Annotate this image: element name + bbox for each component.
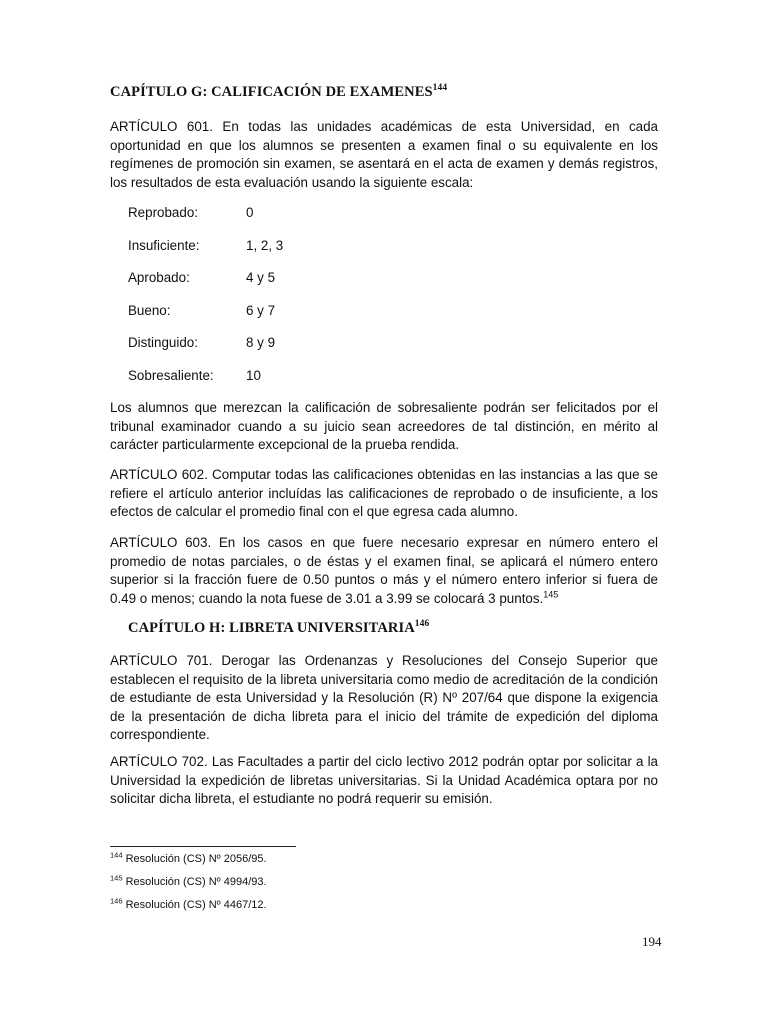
footnote-number: 144 — [110, 850, 123, 860]
scale-label: Bueno: — [128, 302, 171, 318]
scale-label: Sobresaliente: — [128, 367, 214, 383]
article-603 — [110, 534, 658, 608]
article-602 — [110, 466, 658, 522]
footnote-ref-145: 145 — [543, 589, 559, 600]
article-601-text: ARTÍCULO 601. En todas las unidades académicas de esta Universidad, en cada oportunidad en que los alumnos se presenten a examen final o su equivalente en los regímenes de promoción sin examen, se asentará en el acta de examen y demás registros, los resultados de esta evaluación usando la siguiente escala: — [110, 119, 658, 190]
scale-row-sobresaliente — [128, 367, 428, 400]
footnote-number: 146 — [110, 896, 123, 906]
scale-label: Distinguido: — [128, 335, 198, 351]
scale-value: 6 y 7 — [246, 302, 276, 318]
footnote-text: Resolución (CS) Nº 4994/93. — [125, 876, 267, 888]
scale-label: Aprobado: — [128, 270, 190, 286]
article-603-paragraph — [110, 534, 658, 608]
scale-row-reprobado — [128, 204, 428, 237]
article-603-text: ARTÍCULO 603. En los casos en que fuere necesario expresar en número entero el promedio de notas parciales, o de éstas y el examen final, se aplicará el número entero superior si la fracción fuere de 0.50 puntos o más y el número entero inferior si fuera de 0.49 o menos; cuando la nota fuese de 3.01 a 3.99 se colocará 3 puntos. — [110, 535, 658, 606]
scale-row-distinguido — [128, 334, 428, 367]
scale-row-aprobado — [128, 269, 428, 302]
scale-label: Insuficiente: — [128, 237, 200, 253]
sobresaliente-note — [110, 399, 658, 455]
article-702-text: ARTÍCULO 702. Las Facultades a partir del ciclo lectivo 2012 podrán optar por solicitar a la Universidad la expedición de libretas universitarias. Si la Unidad Académica optara por no solicitar dicha libreta, el estudiante no podrá requerir su emisión. — [110, 754, 658, 807]
footnote-text: Resolución (CS) Nº 2056/95. — [125, 853, 267, 865]
scale-value: 1, 2, 3 — [246, 237, 284, 253]
scale-row-insuficiente — [128, 237, 428, 270]
page-number: 194 — [642, 934, 662, 949]
article-701 — [110, 652, 658, 745]
footnote-number: 145 — [110, 873, 123, 883]
footnote-ref-146: 146 — [414, 619, 430, 630]
article-702 — [110, 753, 658, 809]
article-602-text: ARTÍCULO 602. Computar todas las calificaciones obtenidas en las instancias a las que se refiere el artículo anterior incluídas las calificaciones de reprobado o de insuficiente, a los efectos de calcular el promedio final con el que egresa cada alumno. — [110, 467, 658, 520]
sobresaliente-note-text: Los alumnos que merezcan la calificación de sobresaliente podrán ser felicitados por el tribunal examinador cuando a su juicio sean acreedores de tal distinción, en mérito al carácter particularmente excepcional de la prueba rendida. — [110, 400, 658, 453]
footnote-divider — [110, 846, 296, 847]
chapter-g-title: CAPÍTULO G: CALIFICACIÓN DE EXAMENES$^{144}$ — [110, 83, 448, 100]
grading-scale — [128, 204, 428, 400]
scale-row-bueno — [128, 302, 428, 335]
article-601 — [110, 118, 658, 192]
article-701-text: ARTÍCULO 701. Derogar las Ordenanzas y Resoluciones del Consejo Superior que establecen el requisito de la libreta universitaria como medio de acreditación de la condición de estudiante de esta Universidad y la Resolución (R) Nº 207/64 que dispone la exigencia de la presentación de dicha libreta para el inicio del trámite de expedición del diploma correspondiente. — [110, 653, 658, 743]
scale-label: Reprobado: — [128, 205, 198, 220]
footnote-146 — [110, 898, 267, 912]
chapter-h-title: CAPÍTULO H: LIBRETA UNIVERSITARIA$^{146}$ — [128, 619, 430, 636]
footnote-145 — [110, 875, 267, 889]
footnote-ref-144: 144 — [432, 83, 448, 94]
scale-value: 8 y 9 — [246, 335, 276, 351]
footnote-144 — [110, 852, 267, 866]
scale-value: 0 — [246, 205, 254, 220]
footnote-text: Resolución (CS) Nº 4467/12. — [125, 899, 267, 911]
scale-value: 10 — [246, 367, 261, 383]
scale-value: 4 y 5 — [246, 270, 276, 286]
